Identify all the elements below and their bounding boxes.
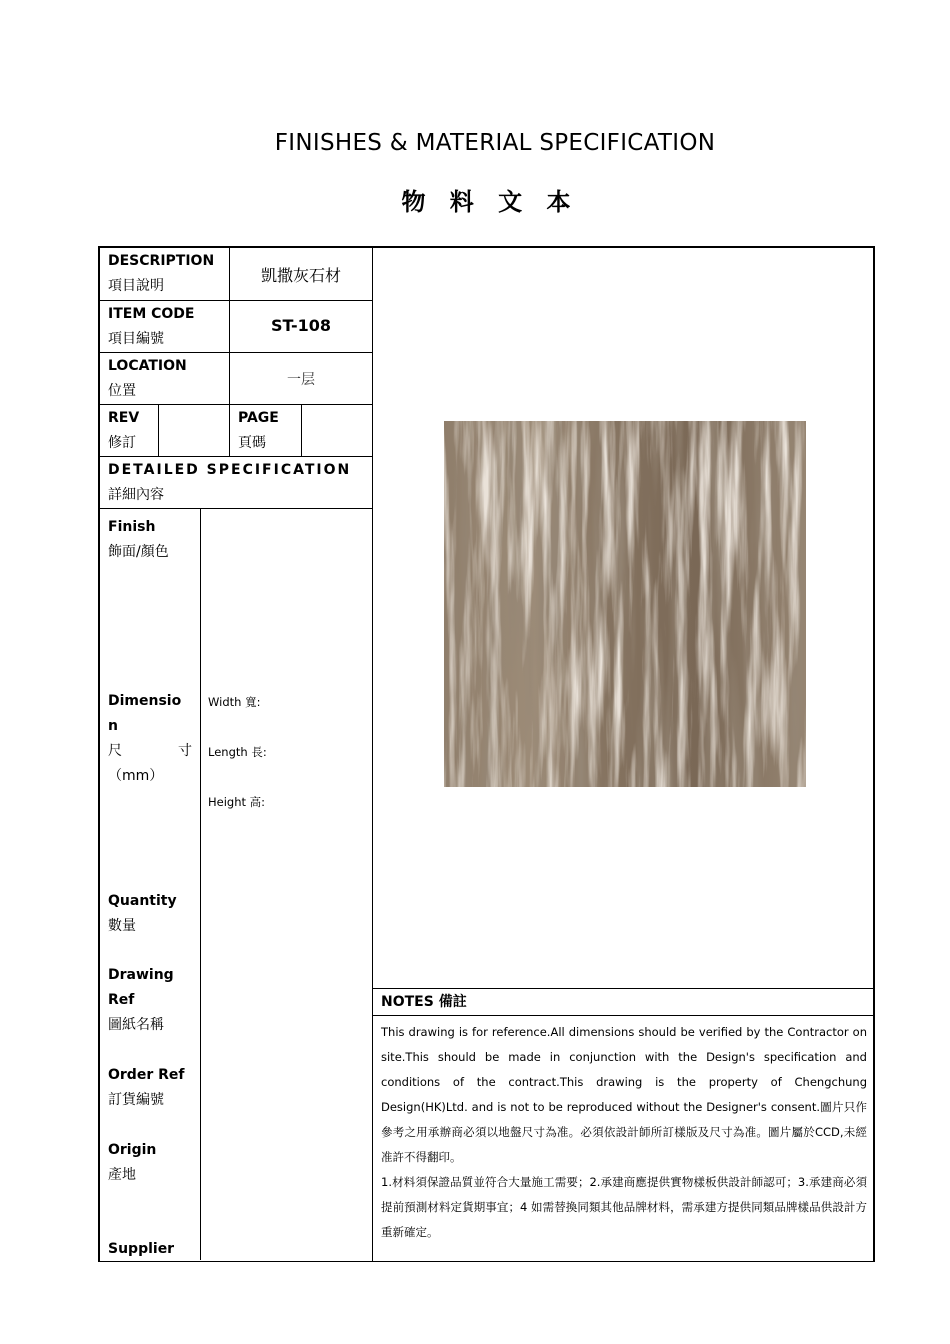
rev-page-row [100,405,372,457]
divider [200,509,201,1260]
item-code-row [100,301,372,353]
drawing-ref-label: Drawing [108,967,174,983]
quantity-label-cn: 數量 [108,918,136,934]
finish-label: Finish [108,519,156,535]
spec-sheet [98,246,875,1262]
notes-paragraph: This drawing is for reference.All dimensions should be verified by the Contractor on site.This should be made in conjunction with the Design's specification and conditions of the contract.This drawing is the property of Chengchung Design(HK)Ltd. and is not to be reproduced without the Designer's consent.圖片只作參考之用承辦商必須以地盤尺寸為准。必須依設計師所訂樣版及尺寸為准。圖片屬於CCD,未經准許不得翻印。 [381,1025,867,1164]
description-row [100,248,372,301]
detailed-spec-heading: DETAILED SPECIFICATION [108,462,352,478]
location-value: 一层 [287,372,315,388]
spec-left-column [100,248,373,1262]
quantity-label: Quantity [108,893,177,909]
divider [229,405,230,456]
description-value: 凱撒灰石材 [260,266,341,285]
page-label: PAGE [238,410,279,426]
height-field: Height 高: [208,795,266,809]
divider [301,405,302,456]
drawing-ref-label-cn: 圖紙名稱 [108,1017,164,1033]
dimension-label-cn: 尺 [108,743,122,759]
location-label-cn: 位置 [108,383,136,399]
page-title: FINISHES & MATERIAL SPECIFICATION [274,130,716,156]
dimension-label-cn-2: 寸 [178,743,192,759]
spec-body [100,509,372,1262]
item-code-label-cn: 項目編號 [108,331,164,347]
width-field: Width 寬: [208,695,261,709]
description-label: DESCRIPTION [108,253,215,269]
detailed-spec-heading-cn: 詳細內容 [108,487,164,503]
dimension-unit: （mm） [108,768,164,784]
rev-label: REV [108,410,140,426]
notes-heading: NOTES 備註 [373,989,875,1016]
description-label-cn: 項目說明 [108,278,164,294]
location-row [100,353,372,405]
location-label: LOCATION [108,358,187,374]
detailed-spec-row [100,457,372,509]
origin-label-cn: 產地 [108,1167,136,1183]
divider [158,405,159,456]
notes-section [373,988,875,1262]
order-ref-label: Order Ref [108,1067,185,1083]
stone-light-veins [444,421,806,787]
page-subtitle: 物 料 文 本 [401,188,579,216]
item-code-label: ITEM CODE [108,306,195,322]
stone-sample-image [444,421,806,787]
finish-label-cn: 飾面/顏色 [108,544,169,560]
item-code-value: ST-108 [270,316,332,335]
notes-body [373,1016,875,1245]
dimension-label-wrap: n [108,718,118,734]
dimension-label: Dimensio [108,693,182,709]
notes-paragraph: 1.材料須保證品質並符合大量施工需要；2.承建商應提供實物樣板供設計師認可；3.承建商必須提前預測材料定貨期事宜；4 如需替換同類其他品牌材料，需承建方提供同類品牌樣品供設計方重新確定。 [381,1175,867,1239]
origin-label: Origin [108,1142,157,1158]
supplier-label: Supplier [108,1241,175,1257]
length-field: Length 長: [208,745,267,759]
order-ref-label-cn: 訂貨編號 [108,1092,164,1108]
drawing-ref-label-wrap: Ref [108,992,135,1008]
page-label-cn: 頁碼 [238,435,266,451]
rev-label-cn: 修訂 [108,435,136,451]
